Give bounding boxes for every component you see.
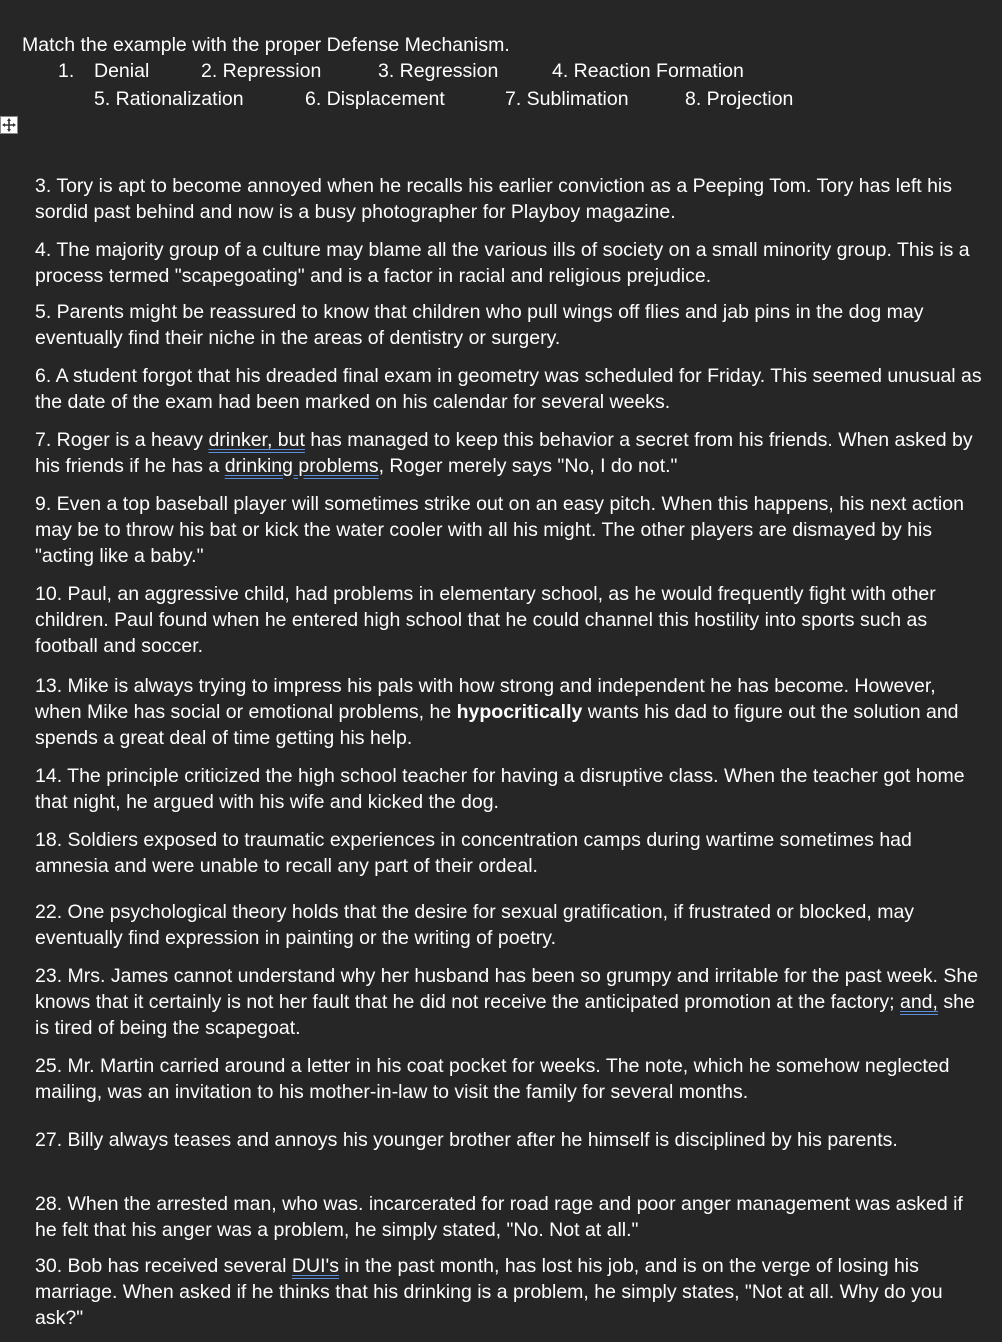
- item-28: 28. When the arrested man, who was. incarcerated for road rage and poor anger management was asked if he felt that his anger was a problem, he simply stated, "No. Not at all.": [35, 1193, 963, 1241]
- spellcheck-underline[interactable]: DUI's: [291, 1255, 339, 1277]
- item-5: 5. Parents might be reassured to know that children who pull wings off flies and jab pins in the dog may eventually find their niche in the areas of dentistry or surgery.: [35, 301, 924, 349]
- item-27: 27. Billy always teases and annoys his younger brother after he himself is disciplined by his parents.: [35, 1129, 898, 1151]
- item-6: 6. A student forgot that his dreaded final exam in geometry was scheduled for Friday. This seemed unusual as the date of the exam had been marked on his calendar for several weeks.: [35, 365, 982, 413]
- spellcheck-underline[interactable]: drinking problems: [224, 455, 379, 477]
- option-number-1: 1.: [58, 60, 75, 82]
- move-arrows-icon[interactable]: [0, 116, 18, 134]
- option-displacement: 6. Displacement: [305, 88, 445, 110]
- document-title: Match the example with the proper Defense Mechanism.: [22, 34, 510, 56]
- item-7: 7. Roger is a heavy drinker, but has managed to keep this behavior a secret from his friends. When asked by his friends if he has a drinking problems, Roger merely says "No, I do not.": [35, 429, 973, 477]
- option-projection: 8. Projection: [685, 88, 794, 110]
- item-4: 4. The majority group of a culture may blame all the various ills of society on a small minority group. This is a process termed "scapegoating" and is a factor in racial and religious prejudice.: [35, 239, 970, 287]
- item-18: 18. Soldiers exposed to traumatic experiences in concentration camps during wartime sometimes had amnesia and were unable to recall any part of their ordeal.: [35, 829, 912, 877]
- item-22: 22. One psychological theory holds that the desire for sexual gratification, if frustrated or blocked, may eventually find expression in painting or the writing of poetry.: [35, 901, 915, 949]
- option-repression: 2. Repression: [201, 60, 322, 82]
- item-30: 30. Bob has received several DUI's in the past month, has lost his job, and is on the verge of losing his marriage. When asked if he thinks that his drinking is a problem, he simply states, "Not at all. Why do you ask?": [35, 1255, 943, 1329]
- item-25: 25. Mr. Martin carried around a letter in his coat pocket for weeks. The note, which he somehow neglected mailing, was an invitation to his mother-in-law to visit the family for several months.: [35, 1055, 950, 1103]
- spellcheck-underline[interactable]: and,: [899, 991, 938, 1013]
- item-14: 14. The principle criticized the high school teacher for having a disruptive class. When the teacher got home that night, he argued with his wife and kicked the dog.: [35, 765, 965, 813]
- option-reaction-formation: 4. Reaction Formation: [552, 60, 744, 82]
- item-13: 13. Mike is always trying to impress his pals with how strong and independent he has become. However, when Mike has social or emotional problems, he hypocritically wants his dad to figure out the solution and spends a great deal of time getting his help.: [35, 675, 959, 749]
- bold-word: hypocritically: [456, 701, 583, 723]
- item-10: 10. Paul, an aggressive child, had problems in elementary school, as he would frequently fight with other children. Paul found when he entered high school that he could channel this hostility into sports such as football and soccer.: [35, 583, 936, 657]
- option-denial: Denial: [94, 60, 150, 82]
- item-23: 23. Mrs. James cannot understand why her husband has been so grumpy and irritable for the past week. She knows that it certainly is not her fault that he did not receive the anticipated promotion at the factory; and, she is tired of being the scapegoat.: [35, 965, 979, 1039]
- item-3: 3. Tory is apt to become annoyed when he recalls his earlier conviction as a Peeping Tom. Tory has left his sordid past behind and now is a busy photographer for Playboy magazine.: [35, 175, 953, 223]
- option-sublimation: 7. Sublimation: [505, 88, 629, 110]
- option-rationalization: 5. Rationalization: [94, 88, 244, 110]
- spellcheck-underline[interactable]: drinker, but: [208, 429, 305, 451]
- item-9: 9. Even a top baseball player will sometimes strike out on an easy pitch. When this happens, his next action may be to throw his bat or kick the water cooler with all his might. The other players are dismayed by his "acting like a baby.": [35, 493, 964, 567]
- option-regression: 3. Regression: [378, 60, 499, 82]
